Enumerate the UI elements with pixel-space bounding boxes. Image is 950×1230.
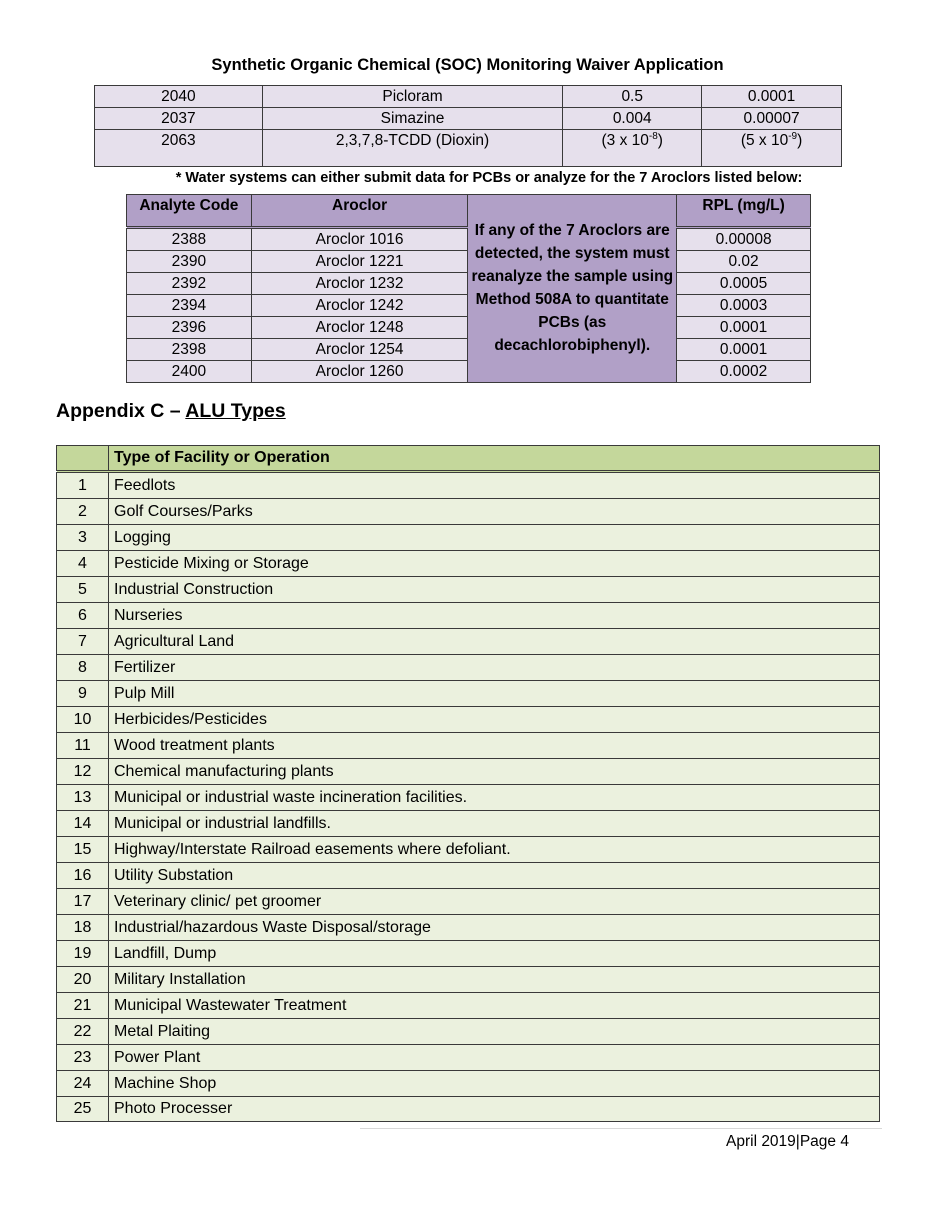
facility-type-cell: Pesticide Mixing or Storage — [109, 551, 880, 577]
table-row — [57, 811, 880, 837]
facility-type-cell: Pulp Mill — [109, 681, 880, 707]
contaminant-name-cell: Picloram — [262, 86, 563, 108]
table-row — [57, 629, 880, 655]
row-number: 15 — [57, 837, 109, 863]
header-number — [57, 446, 109, 472]
facility-type-cell: Landfill, Dump — [109, 941, 880, 967]
analyte-code-cell: 2388 — [127, 228, 252, 251]
header-aroclor: Aroclor — [251, 195, 468, 228]
value-cell: 0.004 — [563, 108, 702, 130]
footer-divider — [360, 1128, 882, 1129]
table-row — [57, 1045, 880, 1071]
analyte-code-cell: 2394 — [127, 295, 252, 317]
rpl-cell: 0.00008 — [677, 228, 811, 251]
value-close: ) — [797, 132, 803, 149]
value-cell: 0.0001 — [702, 86, 842, 108]
aroclor-name-cell: Aroclor 1242 — [251, 295, 468, 317]
table-row — [57, 525, 880, 551]
row-number: 12 — [57, 759, 109, 785]
header-analyte-code: Analyte Code — [127, 195, 252, 228]
analyte-code-cell: 2398 — [127, 339, 252, 361]
value-base: (3 x 10 — [601, 132, 649, 149]
table-row — [57, 1071, 880, 1097]
table-row — [57, 837, 880, 863]
table-row — [57, 733, 880, 759]
pcb-note: * Water systems can either submit data for PCBs or analyze for the 7 Aroclors listed below: — [175, 170, 803, 186]
row-number: 10 — [57, 707, 109, 733]
row-number: 22 — [57, 1019, 109, 1045]
table-row — [95, 108, 842, 130]
value-close: ) — [657, 132, 663, 149]
facility-type-cell: Power Plant — [109, 1045, 880, 1071]
facility-type-cell: Fertilizer — [109, 655, 880, 681]
row-number: 14 — [57, 811, 109, 837]
rpl-cell: 0.0005 — [677, 273, 811, 295]
facility-type-cell: Industrial/hazardous Waste Disposal/storage — [109, 915, 880, 941]
table-row — [57, 889, 880, 915]
aroclor-name-cell: Aroclor 1232 — [251, 273, 468, 295]
table-row — [57, 472, 880, 499]
facility-type-cell: Logging — [109, 525, 880, 551]
rpl-cell: 0.02 — [677, 251, 811, 273]
facility-type-cell: Municipal or industrial landfills. — [109, 811, 880, 837]
table-row — [57, 655, 880, 681]
row-number: 2 — [57, 499, 109, 525]
table-row — [57, 967, 880, 993]
facility-type-cell: Highway/Interstate Railroad easements where defoliant. — [109, 837, 880, 863]
facility-type-cell: Chemical manufacturing plants — [109, 759, 880, 785]
rpl-cell: 0.0001 — [677, 339, 811, 361]
aroclor-table — [126, 194, 811, 383]
table-row — [57, 681, 880, 707]
aroclor-name-cell: Aroclor 1260 — [251, 361, 468, 383]
row-number: 9 — [57, 681, 109, 707]
analyte-code-cell: 2390 — [127, 251, 252, 273]
value-exponent: -9 — [788, 130, 798, 142]
table-row — [57, 993, 880, 1019]
analyte-code-cell: 2037 — [95, 108, 263, 130]
table-row — [57, 577, 880, 603]
table-row — [57, 1019, 880, 1045]
table-row — [57, 1097, 880, 1122]
value-cell — [702, 130, 842, 167]
row-number: 8 — [57, 655, 109, 681]
analyte-code-cell: 2063 — [95, 130, 263, 167]
aroclor-name-cell: Aroclor 1016 — [251, 228, 468, 251]
facility-type-cell: Municipal Wastewater Treatment — [109, 993, 880, 1019]
appendix-prefix: Appendix C – — [56, 400, 186, 422]
table-row — [57, 603, 880, 629]
row-number: 1 — [57, 472, 109, 499]
rpl-cell: 0.0002 — [677, 361, 811, 383]
table-row — [57, 707, 880, 733]
table-row — [57, 863, 880, 889]
aroclor-name-cell: Aroclor 1248 — [251, 317, 468, 339]
row-number: 7 — [57, 629, 109, 655]
alu-types-table — [56, 445, 880, 1122]
row-number: 23 — [57, 1045, 109, 1071]
facility-type-cell: Industrial Construction — [109, 577, 880, 603]
analyte-code-cell: 2040 — [95, 86, 263, 108]
facility-type-cell: Military Installation — [109, 967, 880, 993]
analyte-code-cell: 2396 — [127, 317, 252, 339]
table-row — [57, 915, 880, 941]
appendix-heading — [56, 400, 286, 423]
facility-type-cell: Metal Plaiting — [109, 1019, 880, 1045]
row-number: 20 — [57, 967, 109, 993]
row-number: 6 — [57, 603, 109, 629]
table-header-row — [57, 446, 880, 472]
header-facility-type: Type of Facility or Operation — [109, 446, 880, 472]
table-row — [95, 86, 842, 108]
soc-contaminant-table — [94, 85, 842, 167]
facility-type-cell: Wood treatment plants — [109, 733, 880, 759]
table-row — [57, 941, 880, 967]
facility-type-cell: Utility Substation — [109, 863, 880, 889]
facility-type-cell: Golf Courses/Parks — [109, 499, 880, 525]
row-number: 16 — [57, 863, 109, 889]
row-number: 4 — [57, 551, 109, 577]
analyte-code-cell: 2392 — [127, 273, 252, 295]
row-number: 17 — [57, 889, 109, 915]
row-number: 24 — [57, 1071, 109, 1097]
row-number: 5 — [57, 577, 109, 603]
row-number: 25 — [57, 1097, 109, 1122]
contaminant-name-cell: 2,3,7,8-TCDD (Dioxin) — [262, 130, 563, 167]
aroclor-name-cell: Aroclor 1254 — [251, 339, 468, 361]
table-row — [95, 130, 842, 167]
table-row — [57, 759, 880, 785]
facility-type-cell: Herbicides/Pesticides — [109, 707, 880, 733]
facility-type-cell: Nurseries — [109, 603, 880, 629]
row-number: 13 — [57, 785, 109, 811]
value-exponent: -8 — [648, 130, 658, 142]
row-number: 3 — [57, 525, 109, 551]
table-header-row — [127, 195, 811, 228]
value-cell: 0.00007 — [702, 108, 842, 130]
aroclor-name-cell: Aroclor 1221 — [251, 251, 468, 273]
table-row — [57, 785, 880, 811]
contaminant-name-cell: Simazine — [262, 108, 563, 130]
header-rpl: RPL (mg/L) — [677, 195, 811, 228]
row-number: 18 — [57, 915, 109, 941]
row-number: 21 — [57, 993, 109, 1019]
reanalysis-note: If any of the 7 Aroclors are detected, the system must reanalyze the sample using Method 508A to quantitate PCBs (as decachlorobiphenyl). — [468, 195, 677, 383]
value-cell: 0.5 — [563, 86, 702, 108]
row-number: 19 — [57, 941, 109, 967]
row-number: 11 — [57, 733, 109, 759]
facility-type-cell: Municipal or industrial waste incineration facilities. — [109, 785, 880, 811]
page-footer: April 2019|Page 4 — [726, 1133, 849, 1150]
document-title: Synthetic Organic Chemical (SOC) Monitoring Waiver Application — [211, 56, 724, 74]
rpl-cell: 0.0001 — [677, 317, 811, 339]
analyte-code-cell: 2400 — [127, 361, 252, 383]
facility-type-cell: Photo Processer — [109, 1097, 880, 1122]
rpl-cell: 0.0003 — [677, 295, 811, 317]
table-row — [57, 551, 880, 577]
value-base: (5 x 10 — [740, 132, 789, 149]
facility-type-cell: Machine Shop — [109, 1071, 880, 1097]
facility-type-cell: Agricultural Land — [109, 629, 880, 655]
facility-type-cell: Veterinary clinic/ pet groomer — [109, 889, 880, 915]
facility-type-cell: Feedlots — [109, 472, 880, 499]
table-row — [57, 499, 880, 525]
appendix-title: ALU Types — [185, 400, 286, 422]
value-cell — [563, 130, 702, 167]
